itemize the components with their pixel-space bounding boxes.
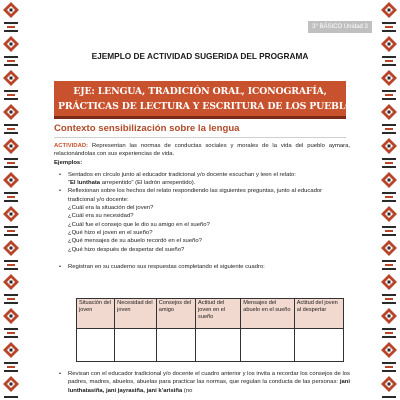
question-item: ¿Qué hizo después de despertar del sueño? [68,246,185,253]
question-item: ¿Cuál era la situación del joven? [68,205,154,212]
table-cell-empty [115,329,157,362]
story-title-bold: El lunthata [69,180,101,187]
examples-label [54,159,350,167]
list-item [54,263,350,271]
table-header-cell: Situación del joven [77,299,115,329]
axis-banner [54,81,360,119]
bullet4-text: Revisan con el educador tradicional y/o docente el cuadro anterior y los invita a recordar los consejos de los padres, madres, abuelos, abuelas para practicar las normas, que regulan la conducta de las personas: [68,371,350,386]
answers-table [76,298,344,362]
aymara-pattern-right [378,0,400,400]
list-item [54,171,350,188]
bullet3-text: Registran en su cuaderno sus respuestas completando el siguiente cuadro: [68,263,265,270]
review-list [54,370,350,395]
question-item: ¿Qué mensajes de su abuelo recordó en el sueño? [68,238,202,245]
table-cell-empty [196,329,241,362]
list-item [54,187,350,204]
table-header-cell: Consejos del amigo [156,299,195,329]
story-quote-open: “ [68,180,70,187]
register-list [54,263,350,271]
section-divider [54,137,346,138]
table-header-cell: Actitud del joven en el sueño [196,299,241,329]
question-list [54,204,350,254]
list-item [54,370,350,395]
activity-text: Representan las normas de conductas sociales y morales de la vida del pueblo aymara, relacionándolas con sus experiencias de vida. [54,143,350,158]
document-title: EJEMPLO DE ACTIVIDAD SUGERIDA DEL PROGRAMA [91,51,309,61]
bullet2-text: Reflexionan sobre los hechos del relato respondiendo las siguientes preguntas, junto al educador tradicional y/o docente: [68,188,323,203]
table-cell-empty [294,329,343,362]
table-cell-empty [156,329,195,362]
table-cell-empty [77,329,115,362]
examples-list [54,171,350,204]
table-cell-empty [241,329,295,362]
table-header-row [77,299,344,329]
aymara-pattern-left [0,0,22,400]
bullet1-text: Sentados en círculo junto al educador tradicional y/o docente escuchan y leen el relato: [68,171,296,178]
banner-line-1: EJE: LENGUA, TRADICIÓN ORAL, ICONOGRAFÍA, [73,86,327,97]
question-item: ¿Qué hizo el joven en el sueño? [68,229,153,236]
bullet4-tail: (no [182,387,193,394]
decorative-border-right [378,0,400,400]
review-content [54,370,350,395]
activity-content [54,142,350,271]
section-title: Contexto sensibilización sobre la lengua [54,123,240,134]
banner-line-2: PRÁCTICAS DE LECTURA Y ESCRITURA DE LOS PUEBLOS [58,101,360,112]
question-item: ¿Cuál fue el consejo que le dio su amigo en el sueño? [68,221,210,228]
decorative-border-left [0,0,22,400]
question-item: ¿Cuál era su necesidad? [68,213,134,220]
story-title-rest: arrepentido” (El ladrón arrepentido). [100,180,196,187]
table-row [77,329,344,362]
activity-label: ACTIVIDAD: [54,143,89,149]
table-header-cell: Actitud del joven al despertar [294,299,343,329]
table-header-cell: Necesidad del joven [115,299,157,329]
activity-paragraph [54,142,350,159]
table-header-cell: Mensajes del abuelo en el sueño [241,299,295,329]
bullet4-bold: jani lunthatasiña, jani jayrasiña, jani k’arisiña [68,379,350,394]
grade-unit-badge: 3° BÁSICO Unidad 3 [308,21,372,33]
examples-label-text: Ejemplos: [54,159,83,166]
